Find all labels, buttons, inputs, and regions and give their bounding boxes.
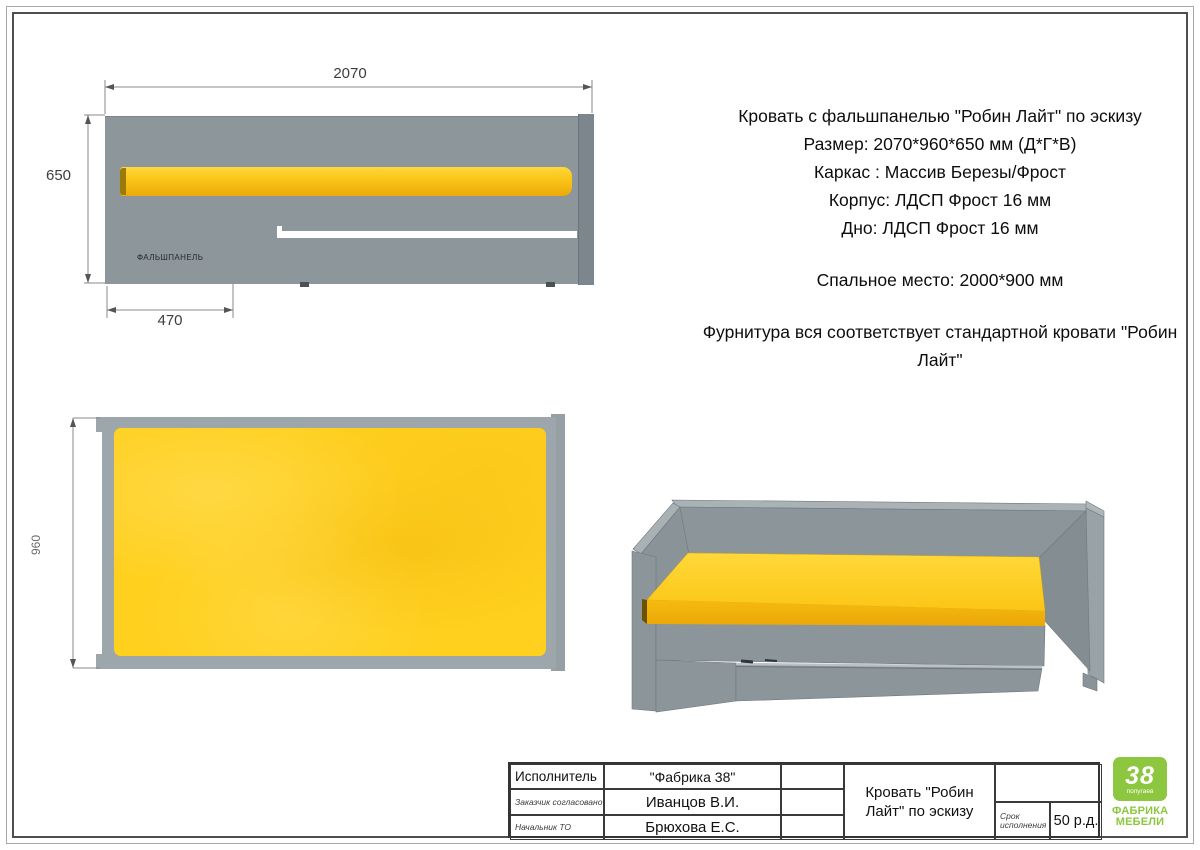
logo-number: 38 <box>1125 761 1155 790</box>
title-block-term-value: 50 р.д. <box>1050 802 1102 840</box>
dim-height-value: 650 <box>46 167 72 184</box>
title-block <box>508 762 1100 838</box>
dim-panel-width-value: 470 <box>157 312 183 329</box>
falshpanel-label: ФАЛЬШПАНЕЛЬ <box>137 253 204 262</box>
spec-gap <box>695 294 1185 318</box>
title-block-empty-cell <box>781 764 844 789</box>
title-block-empty-top-right <box>995 764 1102 802</box>
title-block-value-customer: Иванцов В.И. <box>604 789 781 815</box>
title-block-label-chief: Начальник ТО <box>510 815 604 840</box>
spec-line-sleeping: Спальное место: 2000*900 мм <box>816 270 1064 290</box>
factory-logo <box>1112 757 1168 828</box>
iso-left-post <box>632 551 656 711</box>
iso-back-wall <box>677 507 1086 558</box>
title-block-label-customer: Заказчик согласовано <box>510 789 604 815</box>
logo-brand-line2: МЕБЕЛИ <box>1115 816 1165 828</box>
title-block-value-chief: Брюхова Е.С. <box>604 815 781 840</box>
title-block-value-executor: "Фабрика 38" <box>604 764 781 789</box>
title-block-empty-cell <box>781 815 844 840</box>
title-block-empty-cell <box>781 789 844 815</box>
logo-38-parrots-icon <box>1113 757 1167 801</box>
iso-front-rail <box>656 619 1045 666</box>
dim-width-value: 2070 <box>333 65 367 82</box>
spec-line-title: Кровать с фальшпанелью "Робин Лайт" по эскизу <box>738 106 1142 126</box>
logo-subtitle: попугаев <box>1126 787 1154 795</box>
title-block-term-label: Срок исполнения <box>995 802 1050 840</box>
iso-mattress-left-edge <box>642 599 647 624</box>
spec-line-body: Корпус: ЛДСП Фрост 16 мм <box>828 190 1052 210</box>
spec-line-hardware: Фурнитура вся соответствует стандартной кровати "Робин Лайт" <box>702 322 1178 370</box>
iso-drawer-front <box>736 665 1042 701</box>
spec-line-size: Размер: 2070*960*650 мм (Д*Г*В) <box>803 134 1077 154</box>
dim-depth-value: 960 <box>29 534 43 556</box>
spec-gap <box>695 242 1185 266</box>
iso-front-left-section <box>656 660 736 712</box>
spec-text-block <box>695 102 1185 374</box>
spec-line-frame: Каркас : Массив Березы/Фрост <box>813 162 1066 182</box>
logo-brand-line1: ФАБРИКА <box>1112 805 1169 817</box>
iso-drawer-handle <box>741 661 753 662</box>
iso-drawer-handle2 <box>765 660 777 661</box>
spec-line-bottom: Дно: ЛДСП Фрост 16 мм <box>841 218 1039 238</box>
title-block-product-name: Кровать "Робин Лайт" по эскизу <box>844 764 995 840</box>
title-block-label-executor: Исполнитель <box>510 764 604 789</box>
